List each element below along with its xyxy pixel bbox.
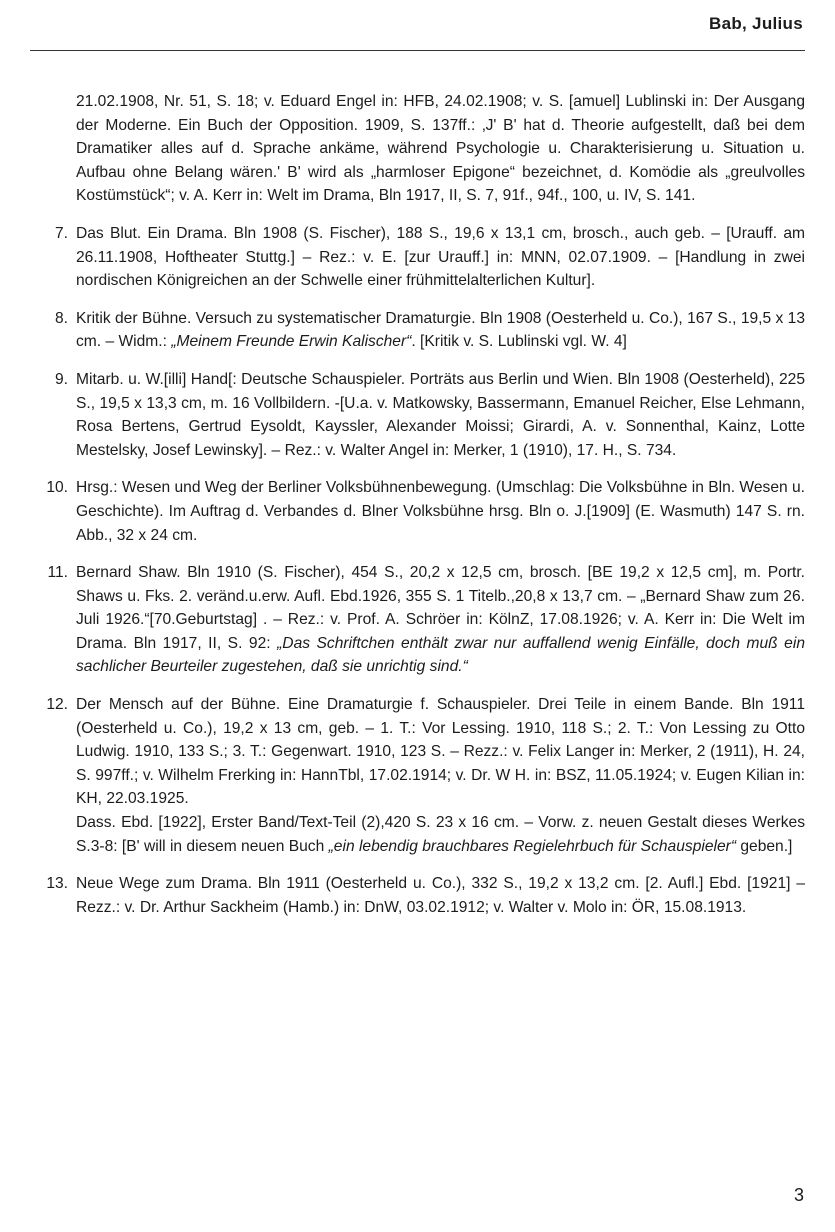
italic-quote: „ein lebendig brauchbares Regielehrbuch für Schauspieler“ bbox=[328, 837, 737, 855]
entry-text bbox=[76, 561, 805, 679]
bibliography-entry bbox=[30, 693, 805, 858]
text-segment: Mitarb. u. W.[illi] Hand[: Deutsche Schauspieler. Porträts aus Berlin und Wien. Bln 1908 (Oesterheld), 225 S., 19,5 x 13,3 cm, m. 16 Vollbildern. -[U.a. v. Matkowsky, Bassermann, Emanuel Reicher, Else Lehmann, Rosa Bertens, Gertrud Eysoldt, Kayssler, Alexander Moissi; Girardi, A. v. Sonnenthal, Kainz, Lotte Mestelsky, Josef Lewinsky]. – Rez.: v. Walter Angel in: Merker, 1 (1910), 17. H., S. 734. bbox=[76, 370, 805, 459]
running-header-name: Bab, Julius bbox=[709, 14, 803, 33]
continued-entry-text bbox=[30, 90, 805, 208]
text-segment: Das Blut. Ein Drama. Bln 1908 (S. Fischer), 188 S., 19,6 x 13,1 cm, brosch., auch geb. – [Urauff. am 26.11.1908, Hoftheater Stuttg.] – Rez.: v. E. [zur Urauff.] in: MNN, 02.07.1909. – [Handlung in zwei nordischen Königreichen an der Schwelle einer frühmittelalterlichen Kultur]. bbox=[76, 224, 805, 290]
entry-paragraph bbox=[76, 561, 805, 679]
entry-number: 8. bbox=[54, 309, 68, 327]
entry-number: 13. bbox=[46, 875, 68, 893]
text-segment: Neue Wege zum Drama. Bln 1911 (Oesterheld u. Co.), 332 S., 19,2 x 13,2 cm. [2. Aufl.] Ebd. [1921] – Rezz.: v. Dr. Arthur Sackheim (Hamb.) in: DnW, 03.02.1912; v. Walter v. Molo in: ÖR, 15.08.1913. bbox=[76, 875, 805, 916]
entry-paragraph bbox=[76, 693, 805, 811]
text-segment: Der Mensch auf der Bühne. Eine Dramaturgie f. Schauspieler. Drei Teile in einem Bande. Bln 1911 (Oesterheld u. Co.), 19,2 x 13 cm, geb. – 1. T.: Vor Lessing. 1910, 118 S.; 2. T.: Von Lessing zu Otto Ludwig. 1910, 133 S.; 3. T.: Gegenwart. 1910, 123 S. – Rezz.: v. Felix Langer in: Merker, 2 (1911), H. 24, S. 997ff.; v. Wilhelm Frerking in: HannTbl, 17.02.1914; v. Dr. W H. in: BSZ, 11.05.1924; v. Eugen Kilian in: KH, 22.03.1925. bbox=[76, 696, 805, 808]
entry-text bbox=[76, 222, 805, 293]
header-rule bbox=[30, 50, 805, 51]
text-segment: . [Kritik v. S. Lublinski vgl. W. 4] bbox=[411, 333, 627, 351]
entry-paragraph bbox=[76, 368, 805, 462]
entry-paragraph bbox=[76, 811, 805, 858]
text-segment: Dass. Ebd. [1922], Erster Band/Text-Teil (2),420 S. 23 x 16 cm. – Vorw. z. neuen Gestalt dieses Werkes S.3-8: [B' will in diesem neuen Buch bbox=[76, 814, 805, 855]
entry-paragraph bbox=[76, 222, 805, 293]
entry-list bbox=[30, 222, 805, 919]
entry-number: 7. bbox=[54, 224, 68, 242]
text-segment: Bernard Shaw. Bln 1910 (S. Fischer), 454 S., 20,2 x 12,5 cm, brosch. [BE 19,2 x 12,5 cm], m. Portr. Shaws u. Fks. 2. veränd.u.erw. Aufl. Ebd.1926, 355 S. 1 Titelb.,20,8 x 13,7 cm. – „Bernard Shaw zum 26. Juli 1926.“[70.Geburtstag] . – Rez.: v. Prof. A. Schröer in: KölnZ, 17.08.1926; v. A. Kerr in: Die Welt im Drama. Bln 1917, II, S. 92: bbox=[76, 564, 805, 652]
entry-number: 11. bbox=[47, 564, 68, 582]
text-segment: 21.02.1908, Nr. 51, S. 18; v. Eduard Engel in: HFB, 24.02.1908; v. S. [amuel] Lublinski in: Der Ausgang der Moderne. Ein Buch der Opposition. 1909, S. 137ff.: ‚J' B' hat d. Theorie aufgestellt, daß bei dem Dramatiker alles auf d. Sprache ankäme, während Psychologie u. Charakterisierung u. Situation u. Aufbau ohne Belang wären.' B' wird als „harmloser Epigone“ bezeichnet, d. Komödie als „greulvolles Kostümstück“; v. A. Kerr in: Welt im Drama, Bln 1917, II, S. 7, 91f., 94f., 100, u. IV, S. 141. bbox=[76, 93, 805, 205]
bibliography-entry bbox=[30, 222, 805, 293]
entry-paragraph bbox=[76, 307, 805, 354]
bibliography-entry bbox=[30, 561, 805, 679]
entry-text bbox=[76, 476, 805, 547]
text-segment: Hrsg.: Wesen und Weg der Berliner Volksbühnenbewegung. (Umschlag: Die Volksbühne in Bln. Wesen u. Geschichte). Im Auftrag d. Verbandes d. Blner Volksbühne hrsg. Bln o. J.[1909] (E. Wasmuth) 147 S. rn. Abb., 32 x 24 cm. bbox=[76, 479, 805, 544]
bibliography-entry bbox=[30, 368, 805, 462]
entry-text bbox=[76, 368, 805, 462]
bibliography-entry bbox=[30, 476, 805, 547]
entry-number: 10. bbox=[46, 479, 68, 497]
entry-text bbox=[76, 872, 805, 919]
entry-text bbox=[76, 693, 805, 858]
entry-number: 12. bbox=[46, 696, 68, 714]
italic-quote: „Meinem Freunde Erwin Kalischer“ bbox=[171, 333, 412, 351]
text-segment: Kritik der Bühne. Versuch zu systematischer Dramaturgie. Bln 1908 (Oesterheld u. Co.), 167 S., 19,5 x 13 cm. – Widm.: bbox=[76, 309, 805, 351]
entry-number: 9. bbox=[54, 370, 68, 388]
entry-paragraph bbox=[76, 476, 805, 547]
entry-paragraph bbox=[76, 872, 805, 919]
bibliography-content bbox=[30, 90, 805, 919]
bibliography-entry bbox=[30, 307, 805, 354]
entry-text bbox=[76, 307, 805, 354]
page-number: 3 bbox=[793, 1185, 804, 1205]
italic-quote: „Das Schriftchen enthält zwar nur auffallend wenig Einfälle, doch muß ein sachlicher Beurteiler zugestehen, daß sie unrichtig sind.“ bbox=[76, 634, 805, 676]
text-segment: geben.] bbox=[736, 837, 793, 855]
bibliography-entry bbox=[30, 872, 805, 919]
